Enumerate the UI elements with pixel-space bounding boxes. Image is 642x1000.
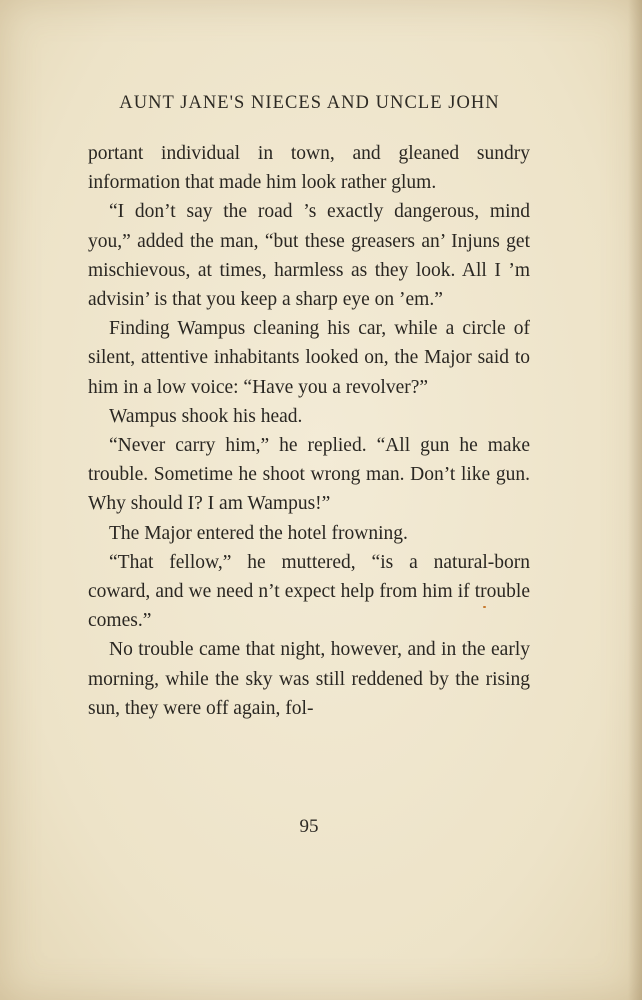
paragraph-8: No trouble came that night, however, and in the early morning, while the sky was still reddened by the rising sun, they were off again, fol- xyxy=(88,639,530,719)
paragraph-7: “That fellow,” he muttered, “is a natural-born coward, and we need n’t expect help from him if trouble comes.” xyxy=(88,551,530,632)
paragraph-6: The Major entered the hotel frowning. xyxy=(109,522,408,544)
running-head: AUNT JANE'S NIECES AND UNCLE JOHN xyxy=(119,93,500,113)
paragraph-4: Wampus shook his head. xyxy=(109,405,303,427)
paragraph-3: Finding Wampus cleaning his car, while a circle of silent, attentive inhabitants looked on, the Major said to him in a low voice: “Have you a revolver?” xyxy=(88,318,530,398)
paragraph-2: “I don’t say the road ’s exactly dangerous, mind you,” added the man, “but these greasers an’ Injuns get mischievous, at times, harmless as they look. All I ’m advisin’ is that you keep a sharp eye on ’em.” xyxy=(88,201,530,311)
paragraph-5: “Never carry him,” he replied. “All gun he make trouble. Sometime he shoot wrong man. Don’t like gun. Why should I? I am Wampus!” xyxy=(88,435,530,515)
paragraph-1: portant individual in town, and gleaned sundry information that made him look rather glum. xyxy=(88,143,530,194)
page-edge-shadow xyxy=(628,0,642,1000)
body-text xyxy=(88,139,530,723)
page-number: 95 xyxy=(299,816,319,837)
paper-speck xyxy=(483,606,486,608)
